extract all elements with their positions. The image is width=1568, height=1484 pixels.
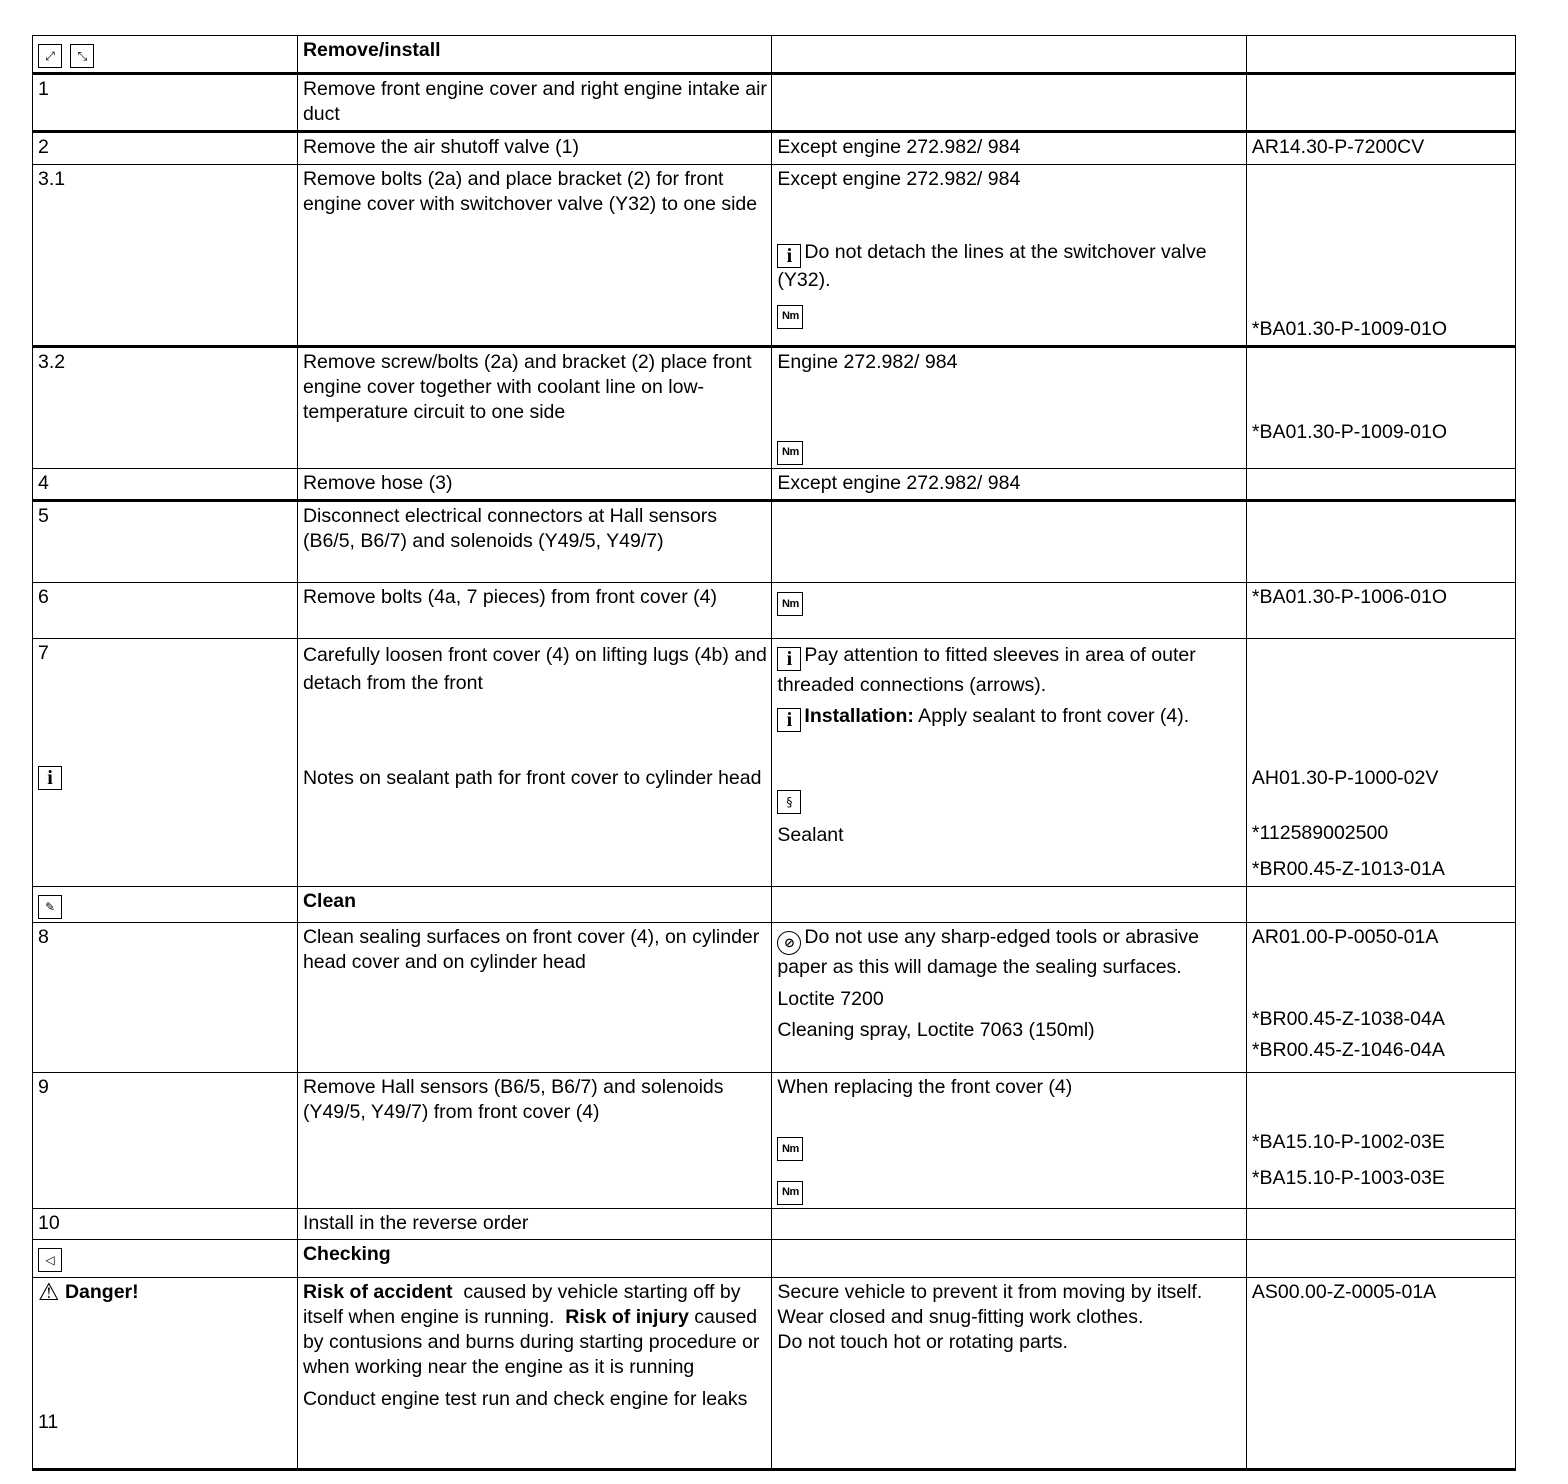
step-note-cell	[772, 582, 1246, 638]
safety-note: Do not touch hot or rotating parts.	[777, 1330, 1068, 1353]
table-row	[33, 468, 1516, 500]
doc-reference-cell	[1246, 922, 1515, 1072]
step-number: 5	[33, 500, 298, 582]
doc-reference: *BR00.45-Z-1013-01A	[1251, 857, 1445, 880]
doc-reference: *BA01.30-P-1006-01O	[1246, 582, 1515, 638]
info-icon: i	[777, 244, 801, 268]
collapse-arrows-icon: ⤡	[70, 44, 94, 68]
step-note-cell	[772, 165, 1246, 347]
table-row	[33, 582, 1516, 638]
torque-nm-icon: Nm	[777, 592, 803, 616]
info-icon: i	[38, 766, 62, 790]
table-row	[33, 922, 1516, 1072]
step-number: 10	[33, 1208, 298, 1239]
header-row	[33, 36, 1516, 74]
info-icon: i	[777, 647, 801, 671]
step-number: 6	[33, 582, 298, 638]
step-number: 7	[38, 641, 49, 664]
step-number: 2	[33, 132, 298, 165]
step-number: 1	[33, 74, 298, 132]
sub-action: Notes on sealant path for front cover to cylinder head	[302, 766, 762, 789]
torque-nm-icon: Nm	[777, 441, 803, 465]
step-note: Engine 272.982/ 984	[777, 351, 958, 373]
section-title: Remove/install	[297, 36, 771, 74]
clean-icon: ✎	[38, 895, 62, 919]
doc-reference: *BR00.45-Z-1046-04A	[1251, 1038, 1445, 1061]
material-label: Cleaning spray, Loctite 7063 (150ml)	[777, 1019, 1095, 1041]
info-icon: i	[777, 708, 801, 732]
info-note: i Pay attention to fitted sleeves in area of outer threaded connections (arrows).	[777, 643, 1196, 696]
sealant-icon: §	[777, 790, 801, 814]
step-action: Remove hose (3)	[297, 468, 771, 500]
material-label: Sealant	[777, 823, 844, 846]
caution-circle-icon: ⊘	[777, 931, 801, 955]
section-title: Checking	[297, 1239, 771, 1277]
step-action: Remove the air shutoff valve (1)	[297, 132, 771, 165]
info-note: i Do not detach the lines at the switchover valve (Y32).	[777, 241, 1207, 291]
step-action: Carefully loosen front cover (4) on lifting lugs (4b) and detach from the front	[302, 643, 767, 694]
step-action: Remove screw/bolts (2a) and bracket (2) place front engine cover together with coolant line on low-temperature circuit to one side	[297, 347, 771, 469]
table-row	[33, 1208, 1516, 1239]
doc-reference-cell	[1246, 165, 1515, 347]
step-note-cell	[772, 1072, 1246, 1208]
step-action-cell	[297, 1277, 771, 1469]
step-action-cell	[297, 638, 771, 886]
expand-arrows-icon: ⤢	[38, 44, 62, 68]
step-note-cell	[772, 922, 1246, 1072]
step-number: 9	[33, 1072, 298, 1208]
caution-note: ⊘ Do not use any sharp-edged tools or abrasive paper as this will damage the sealing surfaces.	[777, 925, 1199, 978]
step-number: 8	[33, 922, 298, 1072]
doc-reference: *BA01.30-P-1009-01O	[1251, 421, 1448, 443]
step-action: Disconnect electrical connectors at Hall sensors (B6/5, B6/7) and solenoids (Y49/5, Y49/7)	[297, 500, 771, 582]
step-action: Clean sealing surfaces on front cover (4), on cylinder head cover and on cylinder head	[297, 922, 771, 1072]
table-row	[33, 1072, 1516, 1208]
step-number: 4	[33, 468, 298, 500]
doc-reference: *BA15.10-P-1002-03E	[1251, 1130, 1445, 1153]
step-note-cell	[772, 1277, 1246, 1469]
step-number: 11	[38, 1410, 59, 1433]
step-note-cell	[772, 347, 1246, 469]
step-number: 3.1	[33, 165, 298, 347]
doc-reference: *112589002500	[1251, 821, 1389, 844]
section-title: Clean	[297, 886, 771, 922]
doc-reference-cell	[1246, 347, 1515, 469]
doc-reference: AR01.00-P-0050-01A	[1251, 925, 1439, 948]
danger-cell	[33, 1277, 298, 1469]
table-row	[33, 500, 1516, 582]
safety-note: Secure vehicle to prevent it from moving by itself.	[777, 1280, 1203, 1303]
section-row-clean	[33, 886, 1516, 922]
checking-icon-cell	[33, 1239, 298, 1277]
step-note: Except engine 272.982/ 984	[772, 468, 1246, 500]
section-row-checking	[33, 1239, 1516, 1277]
step-action: Remove bolts (2a) and place bracket (2) for front engine cover with switchover valve (Y32) to one side	[297, 165, 771, 347]
doc-reference-cell	[1246, 638, 1515, 886]
step-note: When replacing the front cover (4)	[777, 1075, 1073, 1098]
table-row	[33, 347, 1516, 469]
danger-text: Risk of accident caused by vehicle starting off by itself when engine is running. Risk of injury caused by contusions and burns during starting procedure or when working near the engine as it is running	[302, 1280, 760, 1378]
procedure-table	[32, 35, 1516, 1471]
doc-reference: *BR00.45-Z-1038-04A	[1251, 1007, 1445, 1030]
step-number-cell	[33, 638, 298, 886]
table-row	[33, 1277, 1516, 1469]
doc-reference: *BA01.30-P-1009-01O	[1251, 318, 1448, 340]
safety-note: Wear closed and snug-fitting work clothes.	[777, 1305, 1144, 1328]
step-action: Remove Hall sensors (B6/5, B6/7) and solenoids (Y49/5, Y49/7) from front cover (4)	[297, 1072, 771, 1208]
step-action: Remove bolts (4a, 7 pieces) from front cover (4)	[297, 582, 771, 638]
step-note-cell	[772, 638, 1246, 886]
warning-triangle-icon: ⚠	[38, 1278, 60, 1306]
table-row	[33, 132, 1516, 165]
step-note: Except engine 272.982/ 984	[772, 132, 1246, 165]
checking-icon: ◁	[38, 1248, 62, 1272]
clean-icon-cell	[33, 886, 298, 922]
doc-reference: AS00.00-Z-0005-01A	[1246, 1277, 1515, 1469]
step-note: Except engine 272.982/ 984	[777, 168, 1021, 190]
torque-nm-icon: Nm	[777, 305, 803, 329]
danger-label: ⚠ Danger!	[38, 1278, 139, 1306]
step-action: Remove front engine cover and right engine intake air duct	[297, 74, 771, 132]
header-icons	[33, 36, 298, 74]
doc-reference: *BA15.10-P-1003-03E	[1251, 1166, 1445, 1189]
step-action: Install in the reverse order	[297, 1208, 771, 1239]
table-row	[33, 74, 1516, 132]
table-row	[33, 638, 1516, 886]
doc-reference: AR14.30-P-7200CV	[1246, 132, 1515, 165]
doc-reference-cell	[1246, 1072, 1515, 1208]
step-number: 3.2	[33, 347, 298, 469]
torque-nm-icon: Nm	[777, 1137, 803, 1161]
table-row	[33, 165, 1516, 347]
doc-reference: AH01.30-P-1000-02V	[1251, 766, 1439, 789]
step-action: Conduct engine test run and check engine for leaks	[302, 1387, 748, 1410]
info-note: i Installation: Apply sealant to front cover (4).	[777, 703, 1241, 732]
material-label: Loctite 7200	[777, 988, 884, 1010]
torque-nm-icon: Nm	[777, 1181, 803, 1205]
